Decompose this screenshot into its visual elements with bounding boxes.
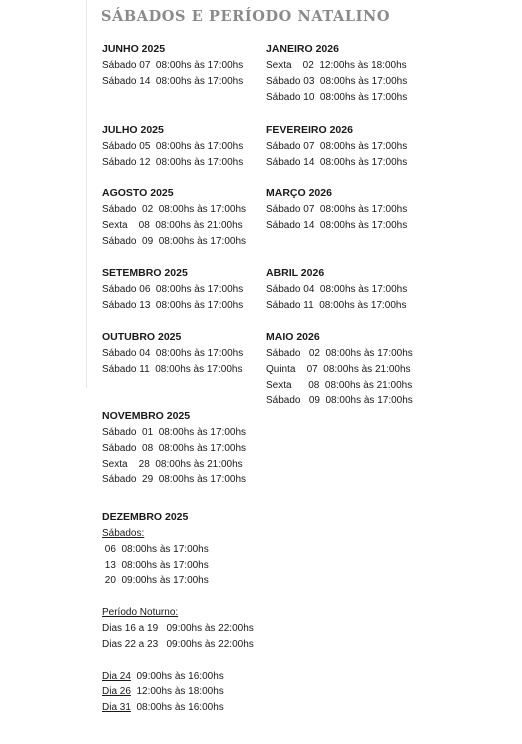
month-header: AGOSTO 2025 [102,187,174,199]
month-header: FEVEREIRO 2026 [266,124,353,136]
schedule-line: Dias 22 a 23 09:00hs às 22:00hs [102,638,254,650]
schedule-line: 13 08:00hs às 17:00hs [102,559,209,571]
schedule-line: Sábado 03 08:00hs às 17:00hs [266,75,408,87]
month-header: MARÇO 2026 [266,187,332,199]
day-hours: 09:00hs às 16:00hs [130,670,224,682]
month-block-junho [102,42,243,90]
month-block-outubro [102,330,243,378]
month-block-fevereiro [266,123,407,171]
month-header: JUNHO 2025 [102,43,166,55]
schedule-line: Sexta 08 08:00hs às 21:00hs [266,379,413,391]
month-block-janeiro [266,42,407,105]
sabados-label: Sábados: [102,528,145,539]
schedule-line: Sexta 08 08:00hs às 21:00hs [102,219,243,231]
schedule-line: Sábado 07 08:00hs às 17:00hs [266,141,408,152]
schedule-line: Sexta 28 08:00hs às 21:00hs [102,458,243,470]
month-block-julho [102,123,243,171]
month-header: SETEMBRO 2025 [102,267,188,279]
day-line [102,700,254,716]
schedule-line: Sábado 07 08:00hs às 17:00hs [102,60,244,71]
schedule-line: Sábado 13 08:00hs às 17:00hs [102,299,244,311]
day-label: Dia 26 [102,686,131,698]
periodo-noturno-label: Período Noturno: [102,607,179,619]
month-header: NOVEMBRO 2025 [102,410,191,422]
schedule-line: Sábado 11 08:00hs às 17:00hs [266,299,407,311]
month-block-agosto [102,186,246,249]
month-header: JULHO 2025 [102,124,164,136]
month-block-dezembro [102,510,254,716]
month-block-marco [266,186,407,234]
schedule-line: Sábado 02 08:00hs às 17:00hs [102,204,247,215]
schedule-line: Sábado 02 08:00hs às 17:00hs [266,348,413,359]
month-block-setembro [102,266,243,314]
month-block-abril [266,266,407,314]
month-header: OUTUBRO 2025 [102,331,182,343]
month-block-novembro [102,409,246,488]
schedule-line: 06 08:00hs às 17:00hs [102,543,209,555]
schedule-line: Sábado 09 08:00hs às 17:00hs [266,395,413,407]
day-line [102,669,254,685]
schedule-line: Dias 16 a 19 09:00hs às 22:00hs [102,622,254,634]
month-header: ABRIL 2026 [266,267,325,279]
schedule-line: Sábado 07 08:00hs às 17:00hs [266,204,408,215]
month-header: MAIO 2026 [266,331,320,343]
schedule-line: Sábado 29 08:00hs às 17:00hs [102,474,247,486]
month-header: JANEIRO 2026 [266,43,339,55]
schedule-line: Sábado 08 08:00hs às 17:00hs [102,442,247,454]
schedule-line: Sábado 10 08:00hs às 17:00hs [266,91,408,103]
schedule-line: Sábado 05 08:00hs às 17:00hs [102,141,244,152]
day-line [102,684,254,700]
day-hours: 12:00hs às 18:00hs [130,686,224,698]
day-label: Dia 31 [102,702,131,714]
schedule-line: Sábado 14 08:00hs às 17:00hs [266,156,408,168]
schedule-line: Quinta 07 08:00hs às 21:00hs [266,363,411,375]
schedule-line: 20 09:00hs às 17:00hs [102,575,209,587]
schedule-line: Sábado 11 08:00hs às 17:00hs [102,363,243,375]
schedule-line: Sábado 01 08:00hs às 17:00hs [102,427,247,438]
schedule-line: Sábado 09 08:00hs às 17:00hs [102,235,247,247]
month-block-maio [266,330,413,409]
schedule-line: Sábado 12 08:00hs às 17:00hs [102,156,244,168]
schedule-line: Sábado 06 08:00hs às 17:00hs [102,284,244,295]
schedule-line: Sábado 04 08:00hs às 17:00hs [102,348,244,359]
schedule-line: Sábado 04 08:00hs às 17:00hs [266,284,408,295]
page-title: SÁBADOS E PERÍODO NATALINO [101,8,391,25]
schedule-line: Sábado 14 08:00hs às 17:00hs [102,75,244,87]
left-border-line [86,0,87,388]
day-hours: 08:00hs às 16:00hs [130,702,224,714]
month-header: DEZEMBRO 2025 [102,511,189,523]
schedule-line: Sábado 14 08:00hs às 17:00hs [266,219,408,231]
day-label: Dia 24 [102,670,131,682]
schedule-line: Sexta 02 12:00hs às 18:00hs [266,60,407,71]
